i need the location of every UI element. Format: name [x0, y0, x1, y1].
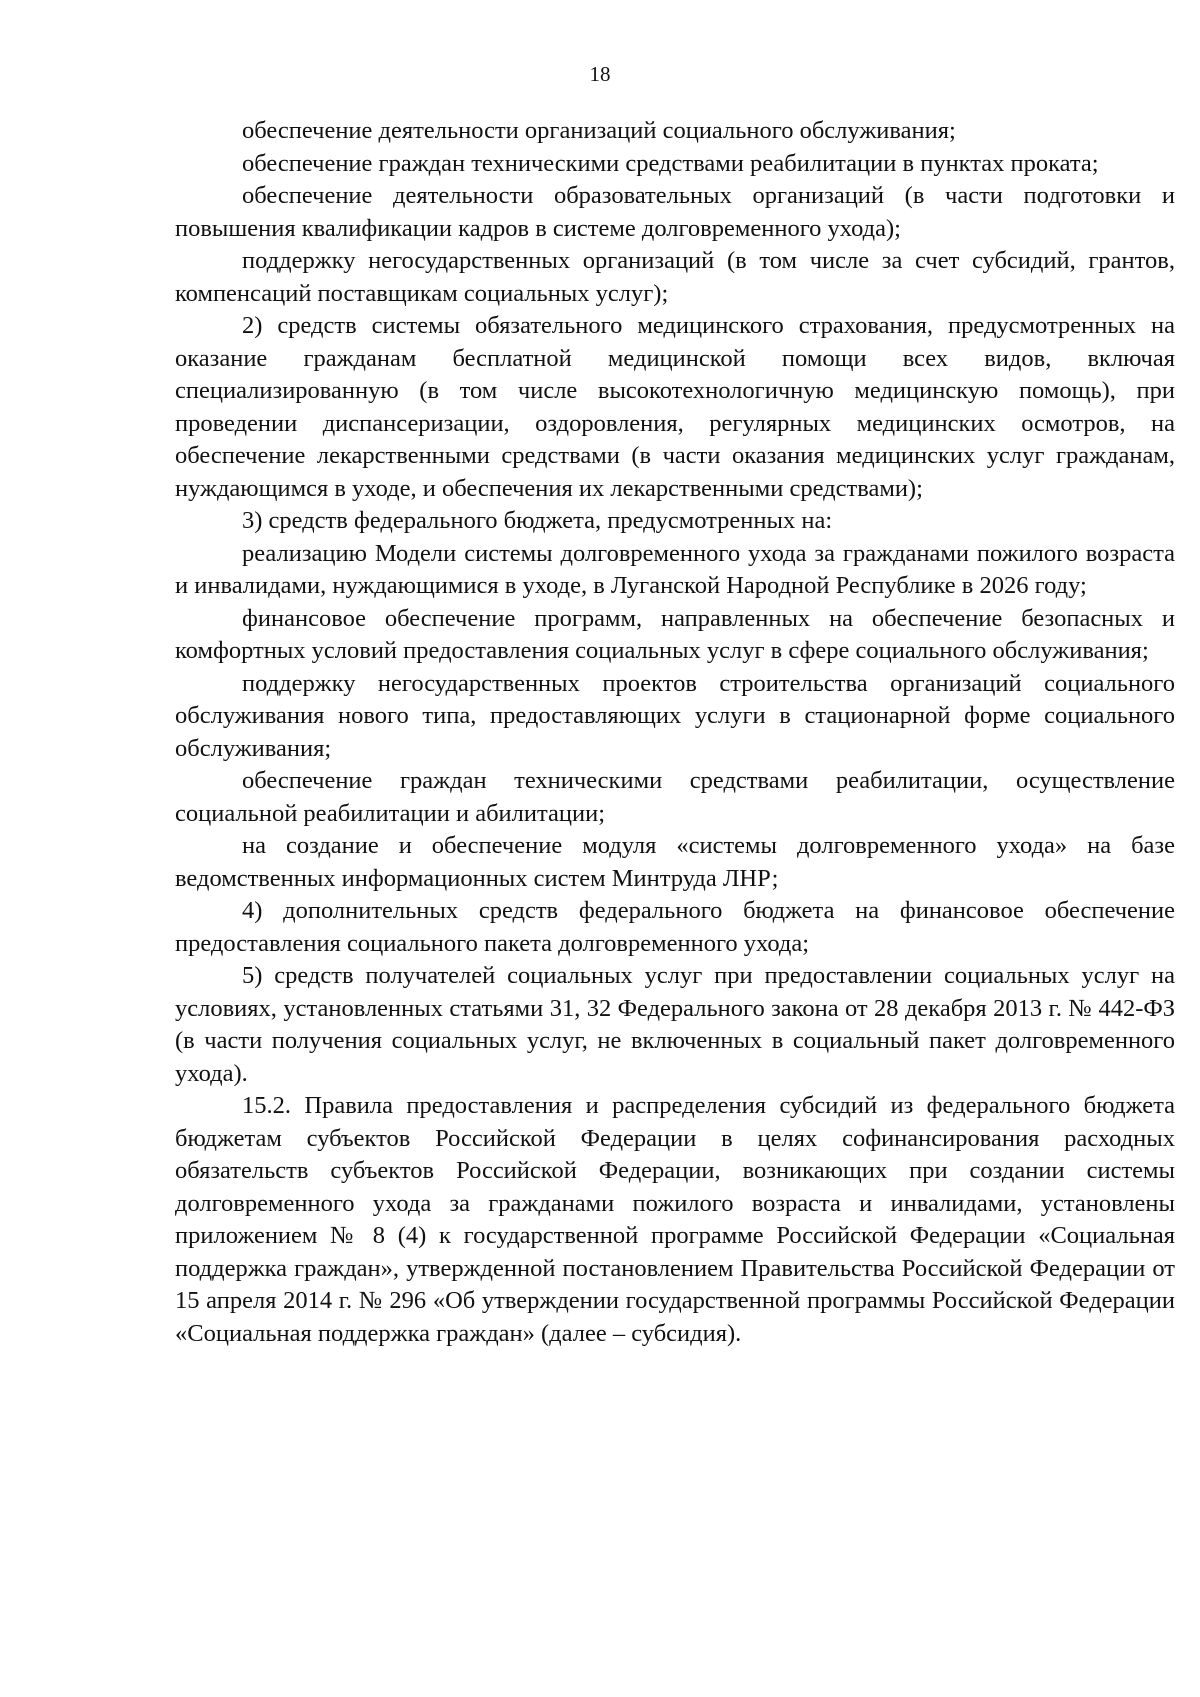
paragraph: 4) дополнительных средств федерального бюджета на финансовое обеспечение предоставления социального пакета долговременного ухода; — [175, 897, 1175, 957]
paragraph: обеспечение граждан техническими средствами реабилитации, осуществление социальной реабилитации и абилитации; — [175, 767, 1175, 827]
paragraph: обеспечение деятельности организаций социального обслуживания; — [242, 117, 956, 144]
paragraph: 5) средств получателей социальных услуг при предоставлении социальных услуг на условиях, установленных статьями 31, 32 Федерального закона от 28 декабря 2013 г. № 442-ФЗ (в части получения социальных услуг, не включенных в социальный пакет долговременного ухода). — [175, 962, 1175, 1087]
paragraph: на создание и обеспечение модуля «системы долговременного ухода» на базе ведомственных информационных систем Минтруда ЛНР; — [175, 832, 1175, 892]
paragraph: финансовое обеспечение программ, направленных на обеспечение безопасных и комфортных условий предоставления социальных услуг в сфере социального обслуживания; — [175, 604, 1175, 664]
paragraph: 2) средств системы обязательного медицинского страхования, предусмотренных на оказание гражданам бесплатной медицинской помощи всех видов, включая специализированную (в том числе высокотехнологичную медицинскую помощь), при проведении диспансеризации, оздоровления, регулярных медицинских осмотров, на обеспечение лекарственными средствами (в части оказания медицинских услуг гражданам, нуждающимся в уходе, и обеспечения их лекарственными средствами); — [175, 312, 1175, 502]
paragraph: обеспечение деятельности образовательных организаций (в части подготовки и повышения квалификации кадров в системе долговременного ухода); — [175, 182, 1175, 242]
paragraph: 15.2. Правила предоставления и распределения субсидий из федерального бюджета бюджетам субъектов Российской Федерации в целях софинансирования расходных обязательств субъектов Российской Федерации, возникающих при создании системы долговременного ухода за гражданами пожилого возраста и инвалидами, установлены приложением № 8 (4) к государственной программе Российской Федерации «Социальная поддержка граждан», утвержденной постановлением Правительства Российской Федерации от 15 апреля 2014 г. № 296 «Об утверждении государственной программы Российской Федерации «Социальная поддержка граждан» (далее – субсидия). — [175, 1092, 1175, 1347]
document-body — [175, 115, 1175, 1350]
page-number: 18 — [589, 62, 611, 86]
paragraph: 3) средств федерального бюджета, предусмотренных на: — [242, 507, 833, 534]
paragraph: обеспечение граждан техническими средствами реабилитации в пунктах проката; — [242, 149, 1099, 177]
paragraph: поддержку негосударственных проектов строительства организаций социального обслуживания нового типа, предоставляющих услуги в стационарной форме социального обслуживания; — [175, 669, 1175, 762]
paragraph: реализацию Модели системы долговременного ухода за гражданами пожилого возраста и инвалидами, нуждающимися в уходе, в Луганской Народной Республике в 2026 году; — [175, 539, 1175, 599]
paragraph: поддержку негосударственных организаций (в том числе за счет субсидий, грантов, компенсаций поставщикам социальных услуг); — [175, 247, 1175, 307]
